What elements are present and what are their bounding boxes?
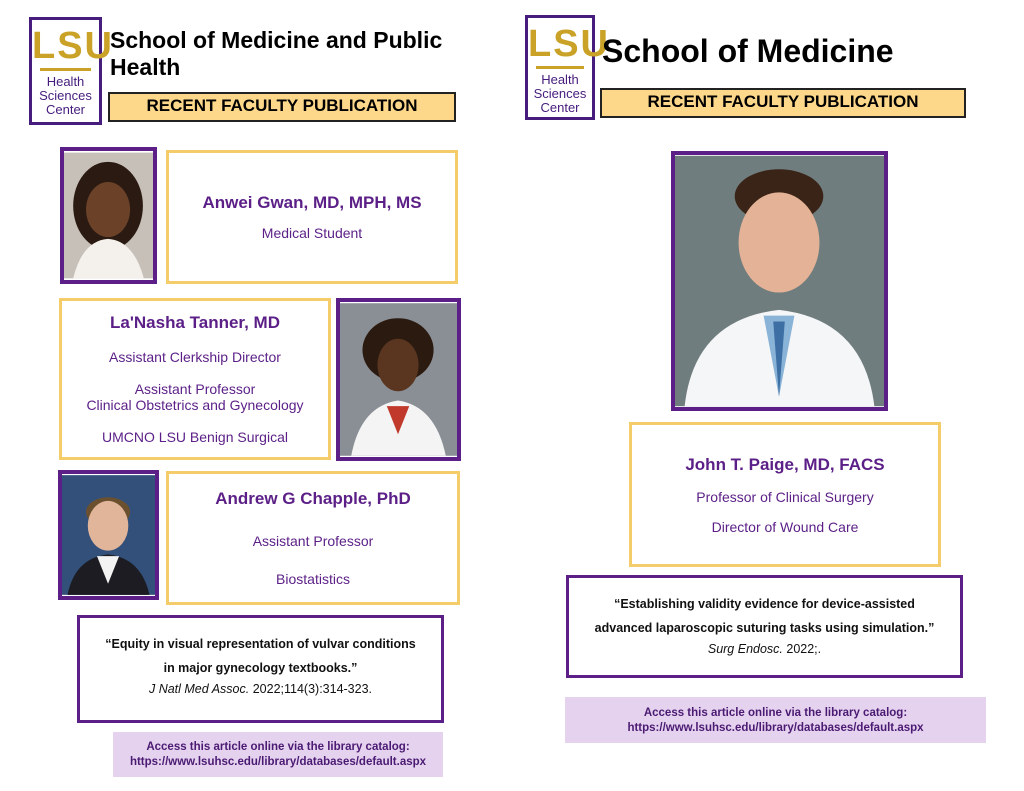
faculty-title: Professor of Clinical Surgery: [696, 489, 874, 505]
lsu-logo: [29, 17, 114, 125]
school-title-line2: Health: [110, 54, 181, 80]
citation-title-line2: in major gynecology textbooks.”: [163, 661, 358, 675]
faculty-card-gwan: [166, 150, 458, 284]
access-link[interactable]: https://www.lsuhsc.edu/library/databases/default.aspx: [627, 722, 924, 734]
school-title: School of Medicine: [602, 33, 894, 69]
faculty-title: Assistant Clerkship Director: [109, 349, 281, 365]
citation-journal: J Natl Med Assoc.: [148, 682, 250, 696]
lsu-logo: [525, 15, 610, 120]
portrait-image: [62, 474, 155, 596]
access-link[interactable]: https://www.lsuhsc.edu/library/databases/default.aspx: [129, 756, 427, 768]
faculty-card-chapple: [166, 471, 460, 605]
publication-banner: RECENT FACULTY PUBLICATION: [600, 88, 966, 118]
school-title: [110, 27, 460, 81]
logo-health-text: Health: [541, 72, 579, 87]
faculty-name: John T. Paige, MD, FACS: [685, 455, 885, 474]
faculty-title: Biostatistics: [276, 571, 350, 587]
logo-divider: [536, 66, 584, 69]
logo-center-text: Center: [540, 100, 580, 115]
faculty-card-paige: [629, 422, 941, 567]
faculty-title: Assistant Professor: [252, 533, 374, 549]
citation-box: [566, 575, 963, 678]
library-access-box: [565, 697, 986, 743]
faculty-photo-tanner: [336, 298, 461, 461]
logo-lsu-text: LSU: [32, 25, 114, 67]
access-text: Access this article online via the library catalog:: [146, 741, 410, 753]
citation-journal-line: [569, 642, 960, 656]
faculty-photo-chapple: [58, 470, 159, 600]
logo-sciences-text: Sciences: [533, 86, 587, 101]
citation-journal: Surg Endosc.: [707, 642, 783, 656]
faculty-name: Andrew G Chapple, PhD: [215, 489, 411, 508]
logo-lsu-text: LSU: [528, 23, 610, 65]
citation-title-line1: “Equity in visual representation of vulvar conditions: [105, 637, 416, 651]
faculty-title: Director of Wound Care: [711, 519, 859, 535]
logo-sciences-text: Sciences: [39, 88, 92, 103]
citation-box: [77, 615, 444, 723]
faculty-card-tanner: [59, 298, 331, 460]
faculty-title: Clinical Obstetrics and Gynecology: [86, 397, 304, 413]
citation-details: 2022;114(3):314-323.: [249, 682, 373, 696]
portrait-image: [64, 151, 153, 280]
portrait-image: [675, 155, 884, 407]
faculty-photo-paige: [671, 151, 888, 411]
logo-center-text: Center: [45, 102, 86, 117]
portrait-image: [340, 302, 457, 457]
logo-divider: [40, 68, 91, 71]
publication-banner: RECENT FACULTY PUBLICATION: [108, 92, 456, 122]
faculty-photo-gwan: [60, 147, 157, 284]
school-title-line1: School of Medicine and Public: [110, 27, 443, 53]
faculty-title: Medical Student: [261, 225, 363, 241]
logo-health-text: Health: [46, 74, 85, 89]
library-access-box: [113, 732, 443, 777]
citation-details: 2022;.: [782, 642, 822, 656]
citation-title-line1: “Establishing validity evidence for device-assisted: [614, 597, 915, 611]
access-text: Access this article online via the library catalog:: [643, 707, 908, 719]
faculty-title: Assistant Professor: [134, 381, 256, 397]
citation-journal-line: [80, 682, 441, 696]
faculty-title: UMCNO LSU Benign Surgical: [102, 429, 288, 445]
faculty-name: Anwei Gwan, MD, MPH, MS: [202, 193, 422, 212]
faculty-name: La'Nasha Tanner, MD: [110, 313, 280, 332]
citation-title-line2: advanced laparoscopic suturing tasks using simulation.”: [594, 621, 935, 635]
